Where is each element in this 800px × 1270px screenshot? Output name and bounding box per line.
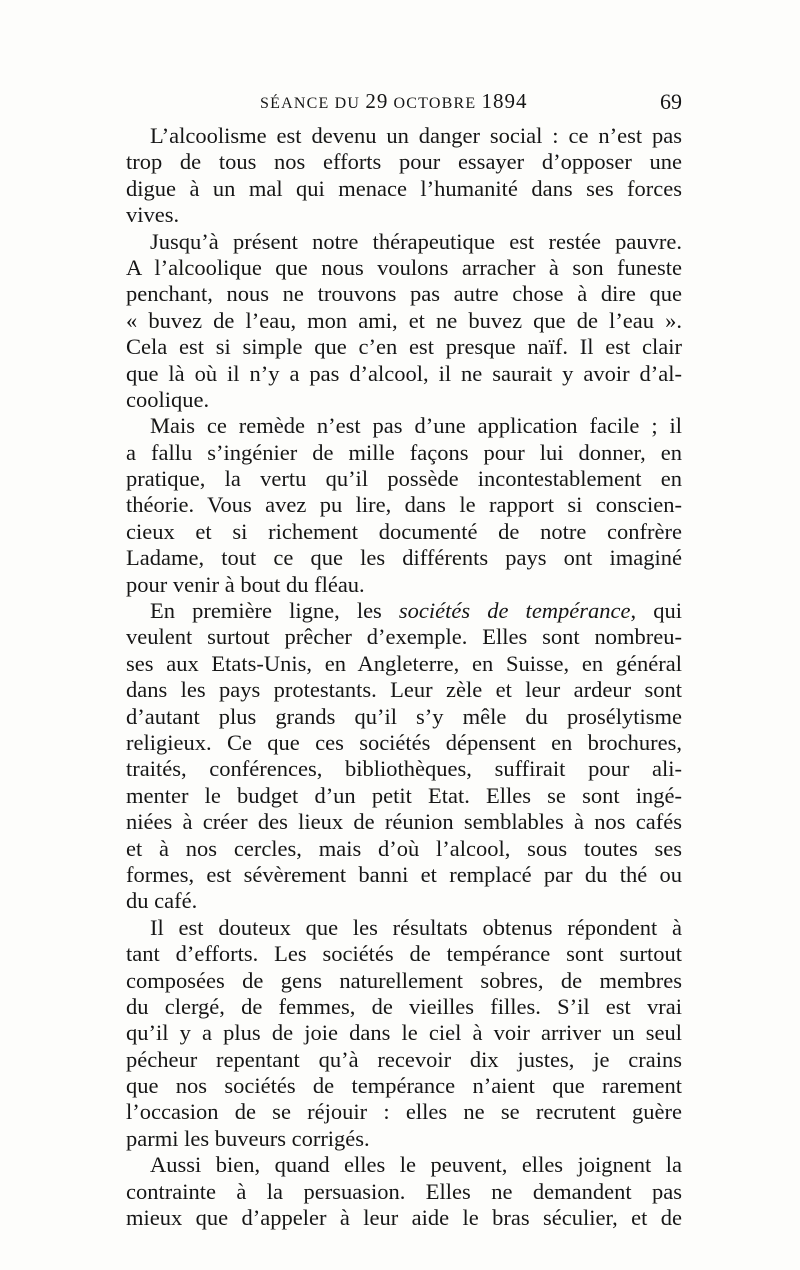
text-line: digue à un mal qui menace l’humanité dans ses forces [126, 175, 682, 201]
text-line: pour venir à bout du fléau. [126, 571, 365, 597]
emphasis: sociétés de tempérance [398, 598, 631, 624]
text-line: qu’il y a plus de joie dans le ciel à voir arriver un seul [126, 1020, 682, 1046]
text-line: pratique, la vertu qu’il possède incontestablement en [126, 466, 682, 492]
text-line: Ladame, tout ce que les différents pays ont imaginé [126, 545, 682, 571]
title-part: 1894 [481, 89, 528, 113]
text-line: mieux que d’appeler à leur aide le bras séculier, et de [126, 1205, 682, 1231]
text-line: penchant, nous ne trouvons pas autre chose à dire que [126, 281, 682, 307]
text-line: parmi les buveurs corrigés. [126, 1125, 370, 1151]
text-line: l’occasion de se réjouir : elles ne se recrutent guère [126, 1099, 682, 1125]
text-line: L’alcoolisme est devenu un danger social : ce n’est pas [150, 123, 682, 148]
running-header [150, 89, 682, 119]
text-line: coolique. [126, 386, 210, 412]
text-line: dans les pays protestants. Leur zèle et leur ardeur sont [126, 677, 682, 703]
text-line: religieux. Ce que ces sociétés dépensent en brochures, [126, 729, 682, 755]
title-part: OCTOBRE [388, 95, 482, 112]
title-part: 29 [365, 89, 389, 113]
body-text [126, 123, 682, 1231]
text-line: que là où il n’y a pas d’alcool, il ne saurait y avoir d’al- [126, 360, 682, 386]
text-line: formes, est sévèrement banni et remplacé par du thé ou [126, 861, 682, 887]
text-line: composées de gens naturellement sobres, de membres [126, 967, 682, 993]
text-line: théorie. Vous avez pu lire, dans le rapport si conscien- [126, 492, 682, 518]
text-line: trop de tous nos efforts pour essayer d’opposer une [126, 149, 682, 175]
text-line: Mais ce remède n’est pas d’une application facile ; il [150, 413, 682, 439]
text-line: A l’alcoolique que nous voulons arracher à son funeste [126, 254, 682, 280]
text-line: Aussi bien, quand elles le peuvent, elles joignent la [150, 1152, 682, 1178]
text-line: et à nos cercles, mais d’où l’alcool, sous toutes ses [126, 835, 682, 861]
text-line: pécheur repentant qu’à recevoir dix justes, je crains [126, 1046, 682, 1072]
text-line: cieux et si richement documenté de notre confrère [126, 518, 682, 544]
text-line: d’autant plus grands qu’il s’y mêle du prosélytisme [126, 703, 682, 729]
text-segment: , qui [630, 598, 682, 624]
text-line: ses aux Etats-Unis, en Angleterre, en Suisse, en général [126, 650, 682, 676]
text-line [126, 598, 682, 624]
page-number: 69 [660, 89, 682, 114]
text-line: « buvez de l’eau, mon ami, et ne buvez que de l’eau ». [126, 307, 682, 333]
text-line: veulent surtout prêcher d’exemple. Elles sont nombreu- [126, 624, 682, 650]
text-line: traités, conférences, bibliothèques, suffirait pour ali- [126, 756, 682, 782]
text-line: tant d’efforts. Les sociétés de tempérance sont surtout [126, 941, 682, 967]
text-line: niées à créer des lieux de réunion semblables à nos cafés [126, 809, 682, 835]
text-segment: En première ligne, les [150, 598, 399, 624]
text-line: contrainte à la persuasion. Elles ne demandent pas [126, 1178, 682, 1204]
text-line: du clergé, de femmes, de vieilles filles. S’il est vrai [126, 993, 682, 1019]
text-line: Il est douteux que les résultats obtenus répondent à [150, 914, 682, 940]
text-line: Jusqu’à présent notre thérapeutique est restée pauvre. [150, 228, 682, 254]
text-line: a fallu s’ingénier de mille façons pour lui donner, en [126, 439, 682, 465]
title-part: SÉANCE DU [260, 95, 366, 112]
text-line: menter le budget d’un petit Etat. Elles se sont ingé- [126, 782, 682, 808]
text-line: Cela est si simple que c’en est presque naïf. Il est clair [126, 334, 682, 360]
text-line: du café. [126, 888, 198, 914]
text-line: vives. [126, 202, 180, 228]
running-title [260, 89, 528, 114]
text-line: que nos sociétés de tempérance n’aient que rarement [126, 1073, 682, 1099]
